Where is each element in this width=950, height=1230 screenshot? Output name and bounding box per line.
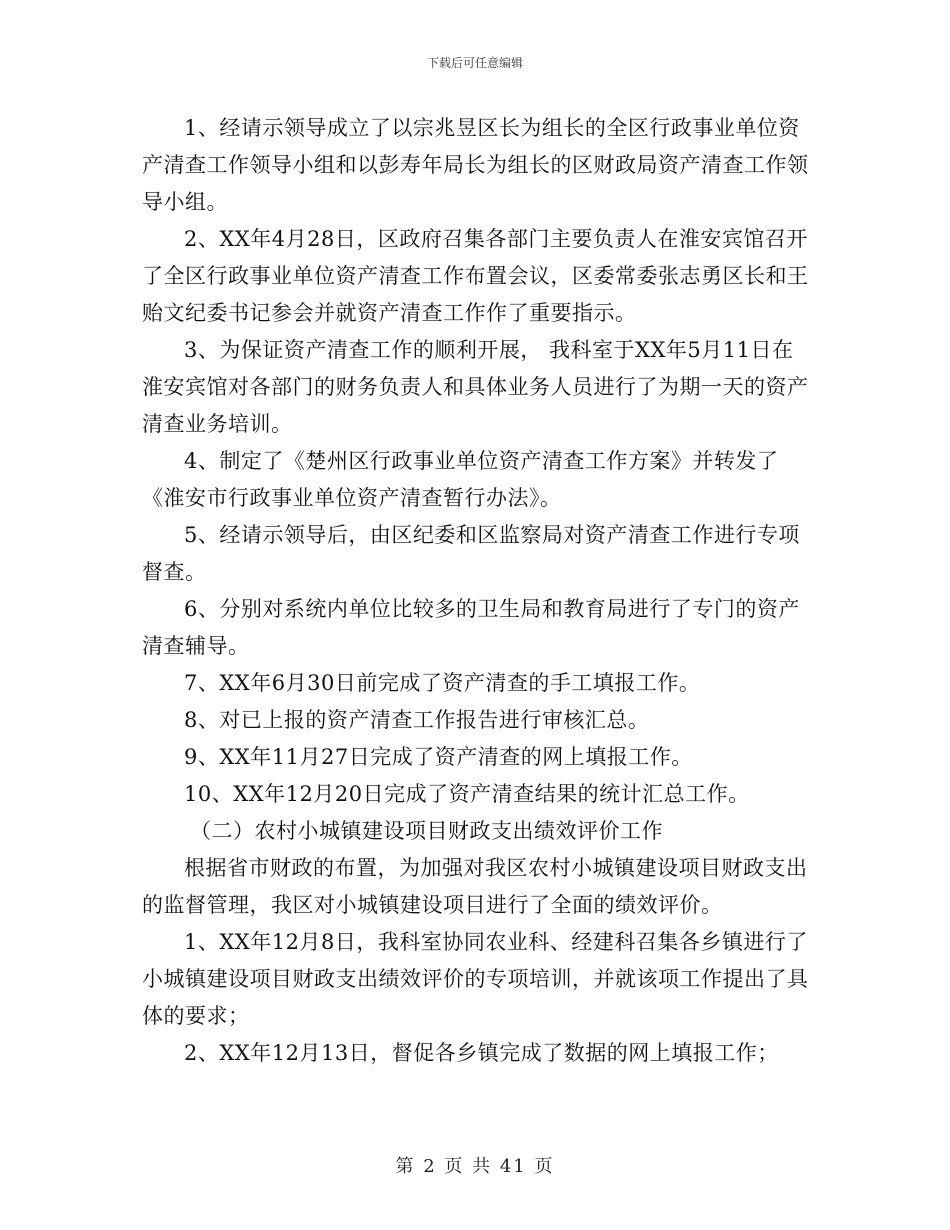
paragraph-item-7: 7、XX年6月30日前完成了资产清查的手工填报工作。	[184, 671, 701, 695]
section-item-2: 2、XX年12月13日，督促各乡镇完成了数据的网上填报工作；	[184, 1041, 779, 1065]
section-item-1: 1、XX年12月8日，我科室协同农业科、经建科召集各乡镇进行了小城镇建设项目财政支出绩效评价的专项培训，并就该项工作提出了具体的要求；	[142, 930, 809, 1028]
paragraph-item-4: 4、制定了《楚州区行政事业单位资产清查工作方案》并转发了《淮安市行政事业单位资产清查暂行办法》。	[142, 449, 779, 510]
paragraph-item-1: 1、经请示领导成立了以宗兆昱区长为组长的全区行政事业单位资产清查工作领导小组和以彭寿年局长为组长的区财政局资产清查工作领导小组。	[142, 116, 809, 214]
header-note: 下载后可任意编辑	[426, 56, 523, 70]
document-body	[142, 110, 810, 1072]
paragraph-item-8: 8、对已上报的资产清查工作报告进行审核汇总。	[184, 708, 650, 732]
paragraph-item-10: 10、XX年12月20日完成了资产清查结果的统计汇总工作。	[184, 782, 750, 806]
section-intro-paragraph: 根据省市财政的布置，为加强对我区农村小城镇建设项目财政支出的监督管理，我区对小城镇建设项目进行了全面的绩效评价。	[142, 856, 808, 917]
paragraph-item-5: 5、经请示领导后，由区纪委和区监察局对资产清查工作进行专项督查。	[142, 523, 800, 584]
paragraph-item-3: 3、为保证资产清查工作的顺利开展， 我科室于XX年5月11日在淮安宾馆对各部门的财务负责人和具体业务人员进行了为期一天的资产清查业务培训。	[142, 338, 809, 436]
paragraph-item-6: 6、分别对系统内单位比较多的卫生局和教育局进行了专门的资产清查辅导。	[142, 597, 800, 658]
paragraph-item-2: 2、XX年4月28日，区政府召集各部门主要负责人在淮安宾馆召开了全区行政事业单位资产清查工作布置会议，区委常委张志勇区长和王贻文纪委书记参会并就资产清查工作作了重要指示。	[142, 227, 809, 325]
section-heading: （二）农村小城镇建设项目财政支出绩效评价工作	[190, 819, 663, 843]
paragraph-item-9: 9、XX年11月27日完成了资产清查的网上填报工作。	[184, 745, 693, 769]
page-number-footer: 第 2 页 共 41 页	[395, 1156, 555, 1177]
